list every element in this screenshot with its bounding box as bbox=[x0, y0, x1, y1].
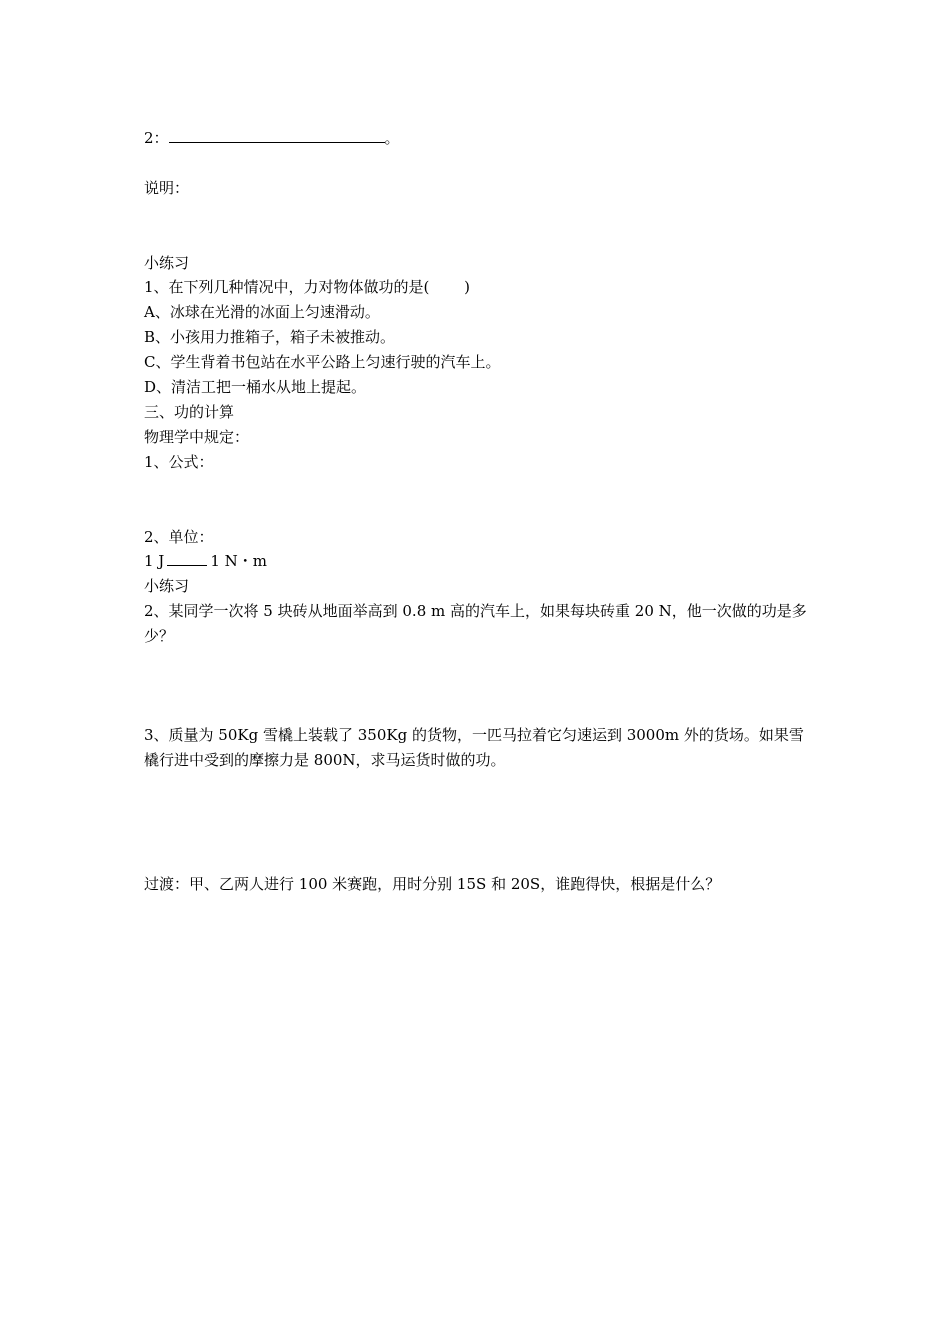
unit-blank[interactable] bbox=[167, 551, 207, 566]
unit-equation bbox=[144, 551, 267, 571]
fill-in-item-2 bbox=[144, 128, 400, 148]
unit-label: 2、单位： bbox=[144, 528, 214, 546]
formula-label: 1、公式： bbox=[144, 453, 214, 471]
practice-heading: 小练习 bbox=[144, 254, 190, 272]
option-d: D、清洁工把一桶水从地上提起。 bbox=[144, 378, 367, 396]
item-number: 2： bbox=[144, 129, 169, 147]
option-a: A、冰球在光滑的冰面上匀速滑动。 bbox=[144, 303, 380, 321]
explanation-label: 说明： bbox=[144, 179, 190, 197]
question-1: 1、在下列几种情况中，力对物体做功的是( ) bbox=[144, 278, 471, 296]
question-2: 2、某同学一次将 5 块砖从地面举高到 0.8 m 高的汽车上，如果每块砖重 20 N，他一次做的功是多少？ bbox=[144, 602, 807, 645]
question-3: 3、质量为 50Kg 雪橇上装载了 350Kg 的货物，一匹马拉着它匀速运到 3000m 外的货场。如果雪橇行进中受到的摩擦力是 800N，求马运货时做的功。 bbox=[144, 726, 804, 769]
option-c: C、学生背着书包站在水平公路上匀速行驶的汽车上。 bbox=[144, 353, 501, 371]
rule-text: 物理学中规定： bbox=[144, 428, 250, 446]
unit-right: 1 N・m bbox=[210, 552, 267, 570]
item-suffix: 。 bbox=[384, 129, 400, 147]
transition-text: 过渡：甲、乙两人进行 100 米赛跑，用时分别 15S 和 20S，谁跑得快，根据是什么？ bbox=[144, 875, 721, 893]
unit-left: 1 J bbox=[144, 552, 165, 570]
option-b: B、小孩用力推箱子，箱子未被推动。 bbox=[144, 328, 396, 346]
answer-blank[interactable] bbox=[169, 128, 385, 143]
section-title: 三、功的计算 bbox=[144, 403, 235, 421]
practice-heading-2: 小练习 bbox=[144, 577, 190, 595]
